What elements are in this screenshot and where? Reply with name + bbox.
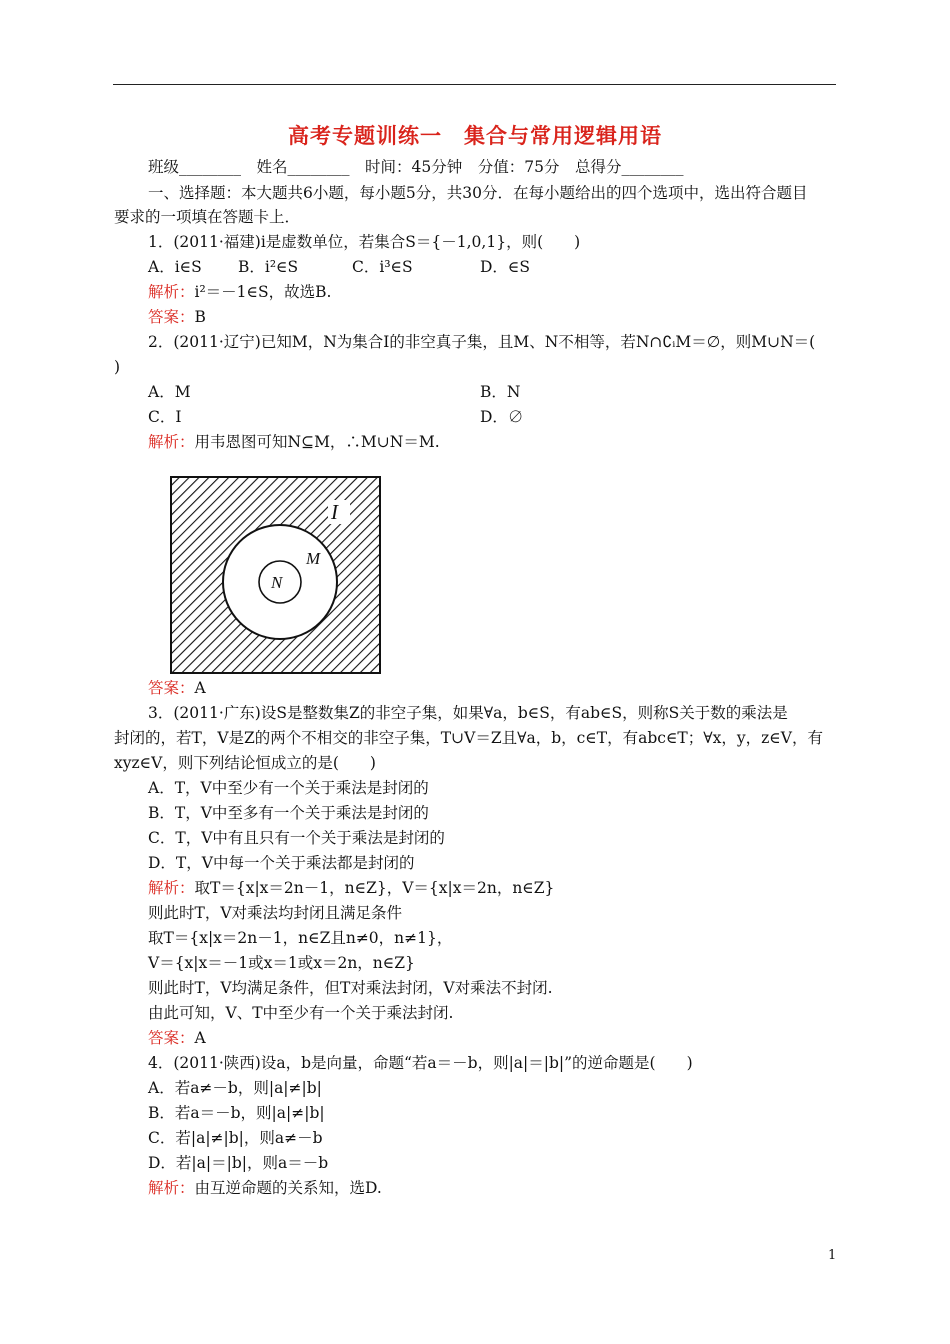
answer-label: 答案： xyxy=(148,1029,195,1047)
q3-solution-line: 取T＝{x|x＝2n－1，n∈Z且n≠0，n≠1}， xyxy=(148,929,453,947)
q3-stem-cont: xyz∈V，则下列结论恒成立的是( ) xyxy=(114,754,376,772)
venn-label-i: I xyxy=(331,500,338,524)
solution-label: 解析： xyxy=(148,283,195,301)
q3-option-c: C．T，V中有且只有一个关于乘法是封闭的 xyxy=(148,829,445,847)
q2-option-c: C．I xyxy=(148,408,182,426)
q2-solution xyxy=(148,432,440,452)
q2-solution-text: 用韦恩图可知N⊆M，∴M∪N＝M. xyxy=(194,433,440,451)
q3-answer-value: A xyxy=(194,1029,206,1047)
page-title: 高考专题训练一 集合与常用逻辑用语 xyxy=(288,123,662,148)
q3-stem: 3．(2011·广东)设S是整数集Z的非空子集，如果∀a，b∈S，有ab∈S，则称S关于数的乘法是 xyxy=(148,704,788,722)
q2-option-b: B．N xyxy=(480,383,521,401)
q1-answer-value: B xyxy=(194,308,206,326)
q1-solution-text: i²＝－1∈S，故选B. xyxy=(194,283,332,301)
section-intro-cont: 要求的一项填在答题卡上． xyxy=(114,208,301,226)
q3-option-a: A．T，V中至少有一个关于乘法是封闭的 xyxy=(148,779,429,797)
q2-answer xyxy=(148,678,206,698)
q4-option-c: C．若|a|≠|b|，则a≠－b xyxy=(148,1129,323,1147)
solution-label: 解析： xyxy=(148,1179,195,1197)
q3-option-b: B．T，V中至多有一个关于乘法是封闭的 xyxy=(148,804,429,822)
q4-solution-text: 由互逆命题的关系知，选D. xyxy=(194,1179,382,1197)
q1-stem: 1．(2011·福建)i是虚数单位，若集合S＝{－1,0,1}，则( ) xyxy=(148,233,581,251)
q1-option-d: D．∈S xyxy=(480,258,531,276)
q3-answer xyxy=(148,1028,206,1048)
q3-solution-line: 由此可知，V、T中至少有一个关于乘法封闭. xyxy=(148,1004,454,1022)
q3-solution-line: 则此时T，V均满足条件，但T对乘法封闭，V对乘法不封闭. xyxy=(148,979,553,997)
q2-option-d: D．∅ xyxy=(480,408,524,426)
q4-solution xyxy=(148,1178,382,1198)
q3-stem-cont: 封闭的，若T，V是Z的两个不相交的非空子集，T∪V＝Z且∀a，b，c∈T，有abc∈T；∀x，y，z∈V，有 xyxy=(114,729,823,747)
venn-label-m: M xyxy=(306,549,321,568)
q1-option-b: B．i²∈S xyxy=(238,258,299,276)
q1-option-c: C．i³∈S xyxy=(352,258,413,276)
venn-diagram xyxy=(170,476,382,676)
q1-answer xyxy=(148,307,206,327)
q3-solution xyxy=(148,878,554,898)
venn-label-n: N xyxy=(271,573,283,592)
header-info: 班级________ 姓名________ 时间：45分钟 分值：75分 总得分________ xyxy=(148,158,684,176)
page-number: 1 xyxy=(828,1248,837,1263)
q2-answer-value: A xyxy=(194,679,206,697)
q4-stem: 4．(2011·陕西)设a，b是向量，命题“若a＝－b，则|a|＝|b|”的逆命题是( ) xyxy=(148,1054,693,1072)
q1-solution xyxy=(148,282,331,302)
q2-stem-cont: ) xyxy=(114,358,121,376)
q2-stem: 2．(2011·辽宁)已知M，N为集合I的非空真子集，且M、N不相等，若N∩∁ᵢM＝∅，则M∪N＝( xyxy=(148,333,816,351)
q4-option-b: B．若a＝－b，则|a|≠|b| xyxy=(148,1104,325,1122)
q1-option-a: A．i∈S xyxy=(148,258,202,276)
q4-option-a: A．若a≠－b，则|a|≠|b| xyxy=(148,1079,322,1097)
header-rule xyxy=(113,84,836,85)
q3-option-d: D．T，V中每一个关于乘法都是封闭的 xyxy=(148,854,415,872)
solution-label: 解析： xyxy=(148,879,195,897)
answer-label: 答案： xyxy=(148,308,195,326)
section-intro: 一、选择题：本大题共6小题，每小题5分，共30分．在每小题给出的四个选项中，选出符合题目 xyxy=(148,184,808,202)
q4-option-d: D．若|a|＝|b|，则a＝－b xyxy=(148,1154,329,1172)
q3-solution-line: V＝{x|x＝－1或x＝1或x＝2n，n∈Z} xyxy=(148,954,415,972)
q3-solution-text: 取T＝{x|x＝2n－1，n∈Z}，V＝{x|x＝2n，n∈Z} xyxy=(194,879,555,897)
q3-solution-line: 则此时T，V对乘法均封闭且满足条件 xyxy=(148,904,403,922)
solution-label: 解析： xyxy=(148,433,195,451)
q2-option-a: A．M xyxy=(148,383,191,401)
answer-label: 答案： xyxy=(148,679,195,697)
